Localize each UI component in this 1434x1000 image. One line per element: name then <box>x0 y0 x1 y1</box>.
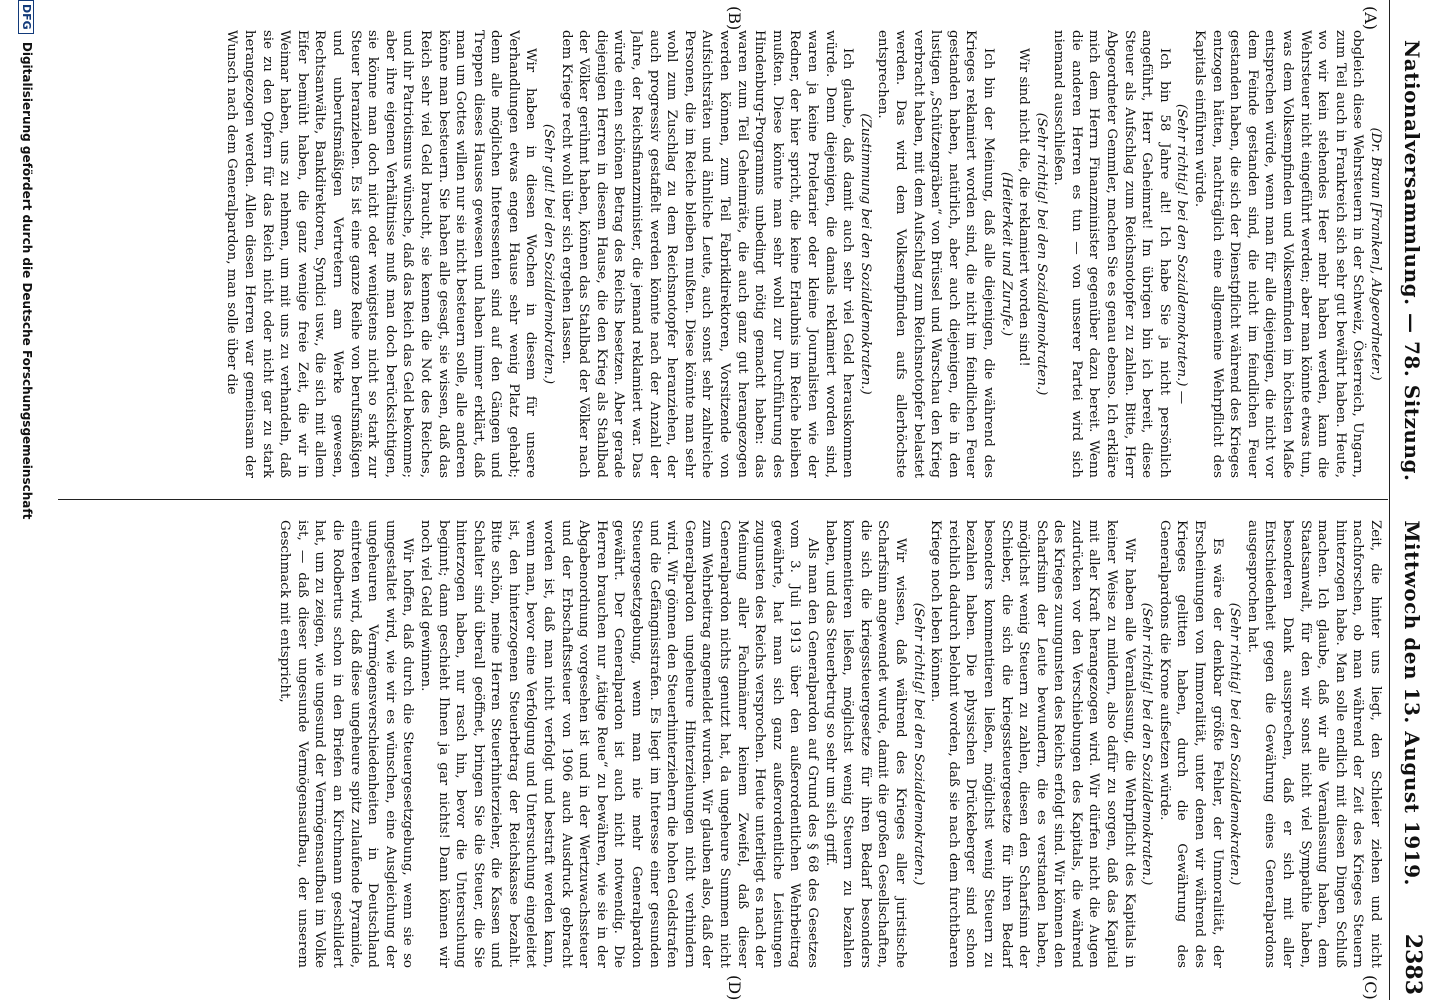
interjection: (Sehr richtig! bei den Sozialdemokraten.) <box>1227 602 1243 886</box>
interjection: (Heiterkeit und Zurufe.) <box>998 171 1014 337</box>
digitization-credit <box>6 0 34 1000</box>
margin-mark-c: (C) <box>1361 975 1380 1000</box>
column-divider <box>58 499 1388 500</box>
running-head <box>1394 40 1424 940</box>
paragraph: Zeit, die hinter uns liegt, den Schleier ziehen und nicht nachforschen, ob man während der Zeit des Krieges Steuern hinterzogen habe. Man solle endlich mit diesen Dingen Schluß machen. Ich glaube, daß wir alle Veranlassung haben, dem Staatsanwalt, für den wir sonst nicht viel Sympathie haben, besonderen Dank aussprechen, daß er sich mit aller Entschiedenheit gegen die Gewährung eines Generalpardons ausgesprochen hat. <box>1244 520 1383 968</box>
interjection: (Zustimmung bei den Sozialdemokraten.) <box>857 113 873 395</box>
page-number: 2383 <box>1400 933 1426 995</box>
credit-text: Digitalisierung gefördert durch die Deutsche Forschungsgemeinschaft <box>20 41 34 520</box>
interjection: (Sehr richtig! bei den Sozialdemokraten.) <box>1139 602 1155 886</box>
running-head-left: Nationalversammlung. — 78. Sitzung. <box>1400 40 1424 482</box>
dfg-logo: DFG <box>18 0 34 34</box>
paragraph: Ich bin 58 Jahre alt! Ich habe Sie ja nicht persönlich angeführt, Herr Geheimrat! Im übrigen bin ich bereit, diese Steuer als Aufschlag zum Reichsnotopfer zu zahlen. Bitte, Herr Abgeordneter Gemmler, machen Sie es genau ebenso. Ich erkläre mich dem Herrn Finanzminister gegenüber dazu bereit. Wenn die anderen Herren es tun — von unserer Partei wird sich niemand ausschließen. <box>1051 30 1172 478</box>
paragraph: Wir sind nicht die, die reklamiert worden sind! <box>1016 48 1032 367</box>
paragraph: Es wäre der denkbar größte Fehler, der Unmoralität, der Erscheinungen von Immoralität, unter denen wir während des Krieges gelitten haben, durch die Gewährung des Generalpardons die Krone aufsetzen würde. <box>1156 520 1225 968</box>
left-column <box>94 30 1384 478</box>
right-column <box>94 520 1384 968</box>
paragraph: Wir haben alle Veranlassung, die Wehrpflicht des Kapitals in keiner Weise zu mildern, also dafür zu sorgen, daß das Kapital mit aller Kraft herangezogen wird. Wir dürfen nicht die Augen zudrücken vor den Verschiebungen des Kapitals, die während des Krieges zuungunsten des Reichs erfolgt sind. Wir können den Scharfsinn der Leute bewundern, die es verstanden haben, möglichst wenig Steuern zu zahlen, diesen den Scharfsinn der Schieber, die sich die kriegssteuergesetze für ihren Bedarf besonders kommentieren ließen, möglichst wenig Steuern zu bezahlen haben. Die physischen Drückeberger sind schon reichlich dadurch belohnt worden, daß sie nach dem furchtbaren Kriege noch leben können. <box>928 520 1137 968</box>
paragraph: Als man den Generalpardon auf Grund des § 68 des Gesetzes vom 3. Juli 1913 über den außerordentlichen Wehrbeitrag gewährte, hat man sich ganz außerordentliche Leistungen zugunsten des Reichs versprochen. Heute unterliegt es nach der Meinung aller Fachmänner keinem Zweifel, daß dieser Generalpardon nichts genutzt hat, da ungeheure Summen nicht zum Wehrbeitrag angemeldet wurden. Wir glauben also, daß der Generalpardon ungeheure Hinterziehungen nicht verhindern wird. Wir gönnen den Steuerhinterziehern die hohen Geldstrafen und die Gefängnisstrafen. Es liegt im Interesse einer gesunden Steuergesetzgebung, wenn man nie mehr Generalpardon gewährt. Der Generalpardon ist auch nicht notwendig. Die Herren brauchen nur „tätige Reue“ zu bewähren, wie sie in der Abgabenordnung vorgesehen ist und in der Wertzuwachssteuer und der Erbschaftssteuer von 1906 auch Ausdruck gebracht worden ist, daß man nicht verfolgt und bestraft werden kann, wenn man, bevor eine Verfolgung und Untersuchung eingeleitet ist, den hinterzogenen Steuerbetrag der Reichskasse bezahlt. Bitte schön, meine Herren Steuerhinterzieher, die Kassen und Schalter sind überall geöffnet, bringen Sie die Steuer, die Sie hinterzogen haben, nur rasch hin, bevor die Untersuchung beginnt; dann geschieht Ihnen ja gar nichts! Dann können wir noch viel Geld gewinnen. <box>417 520 820 968</box>
header-rule <box>1389 0 1390 1000</box>
paragraph: Wir wissen, daß während des Krieges aller juristische Scharfsinn angewendet wurde, damit die großen Gesellschaften, die sich die kriegssteuergesetze für ihren Bedarf besonders kommentieren ließen, möglichst wenig Steuern zu bezahlen haben, und das Steuerbetrug so sehr um sich griff. <box>822 520 908 968</box>
interjection: (Sehr richtig! bei den Sozialdemokraten.) <box>910 602 926 886</box>
margin-mark-a: (A) <box>1361 6 1380 31</box>
paragraph: obgleich diese Wehrsteuern in der Schweiz, Österreich, Ungarn, zum Teil auch in Frankreich sich sehr gut bewährt haben. Heute, wo wir kein stehendes Heer mehr haben werden, kann die Wehrsteuer nicht eingeführt werden; aber man könnte etwas tun, was dem Volksempfinden und Volksemfinden im höchsten Maße entsprechen würde, wenn man für alle diejenigen, die nicht vor dem Feinde gestanden sind, die nicht im feindlichen Feuer gestanden haben, die sich der Dienstpflicht während des Krieges entzogen hätten, nachträglich eine allgemeine Wehrpflicht des Kapitals einführen würde. <box>1192 30 1366 478</box>
paragraph: Wir haben in diesen Wochen in diesem für unsere Verhandlungen etwas engen Hause sehr wenig Platz gehabt; denn alle möglichen Interessenten sind auf den Gängen und Treppen dieses Hauses gewesen und haben immer erklärt, daß man um Gottes willen nur sie nicht besteuern solle, alle anderen könne man besteuern. Sie haben alle gesagt, sie wissen, daß das Reich sehr viel Geld braucht, sie kennen die Not des Reiches, und ihr Patriotismus wünsche, daß das Reich das Geld bekomme; aber ihre eigenen Verhältnisse muß man doch berücksichtigen, sie könne man doch nicht oder wenigstens nicht so stark zur Steuer heranziehen. Es ist eine ganze Reihe von berufsmäßigen und unberufsmäßigen Vertretern am Werke gewesen, Rechtsanwälte, Bankdirektoren, Syndici usw., die sich mit allem Eifer bemüht haben, die ganz wenige freie Zeit, die wir in Weimar haben, uns zu nehmen, um mit uns zu verhandeln, daß sie zu den Opfern für das Reich nicht oder nicht gar zu stark herangezogen werden. Allen diesen Herren war gemeinsam der Wunsch nach dem Generalpardon, man solle über die <box>224 30 539 478</box>
paragraph: Wir hoffen, daß durch die Steuergesetzgebung, wenn sie so umgestaltet wird, wie wir es wünschen, eine Ausgleichung der ungeheuren Vermögensverschiedenheiten in Deutschland eintreten wird, daß diese ungeheure spitz zulaufende Pyramide, die Rodbertus schon in den Briefen an Kirchmann geschildert hat, um zu zeigen, wie ungesund der Vermögensaufbau im Volke ist, — daß dieser ungesunde Vermögensaufbau, der unserem Geschmack mit entspricht, <box>277 520 416 968</box>
interjection: (Sehr gut! bei den Sozialdemokraten.) <box>541 123 557 385</box>
interjection: (Sehr richtig! bei den Sozialdemokraten.) — <box>1174 103 1190 405</box>
margin-mark-b: (B) <box>725 6 744 31</box>
interjection: (Sehr richtig! bei den Sozialdemokraten.) <box>1033 112 1049 396</box>
margin-mark-d: (D) <box>725 975 744 1000</box>
running-head-right: Mittwoch den 13. August 1919. <box>1400 520 1424 886</box>
speaker-line: (Dr. Braun [Franken], Abgeordneter.) <box>1368 127 1383 381</box>
paragraph: Ich glaube, daß damit auch sehr viel Geld herauskommen würde. Denn diejenigen, die damals reklamiert worden sind, waren ja keine Proletarier oder kleine Journalisten wie der Redner, der hier spricht, die keine Erlaubnis im Reiche bleiben mußten. Diese könnte man sehr wohl zur Durchführung des Hindenburg-Programms unbedingt nötig gemacht haben: das waren zum Teil Geheimräte, die auch ganz gut herangezogen werden können, zum Teil Fabrikdirektoren, Vorsitzende von Aufsichtsräten und ähnliche Leute, auch sonst sehr zahlreiche Personen, die im Reiche bleiben mußten. Diese könnte man sehr wohl zum Zuschlag zu dem Reichsnotopfer heranziehen, der auch progressiv gestaffelt werden könnte nach der Anzahl der Jahre, der Reichsfinanzminister, die jemand reklamiert war. Das würde einen schönen Betrag des Reichs besetzen. Aber gerade diejenigen Herren in diesem Hause, die den Krieg als Stahlbad der Völker gerühmt haben, können das Stahlbad der Völker nach dem Kriege recht wohl über sich ergehen lassen. <box>558 30 856 478</box>
paragraph: Ich bin der Meinung, daß alle diejenigen, die während des Krieges reklamiert worden sind, die nicht im feindlichen Feuer gestanden haben, natürlich, aber auch diejenigen, die in den lustigen „Schützengräben“ von Brüssel und Warschau den Krieg verbracht haben, mit dem Aufschlag zum Reichsnotopfer belastet werden. Das wird dem Volksempfinden aufs allerhöchste entsprechen. <box>875 30 996 478</box>
